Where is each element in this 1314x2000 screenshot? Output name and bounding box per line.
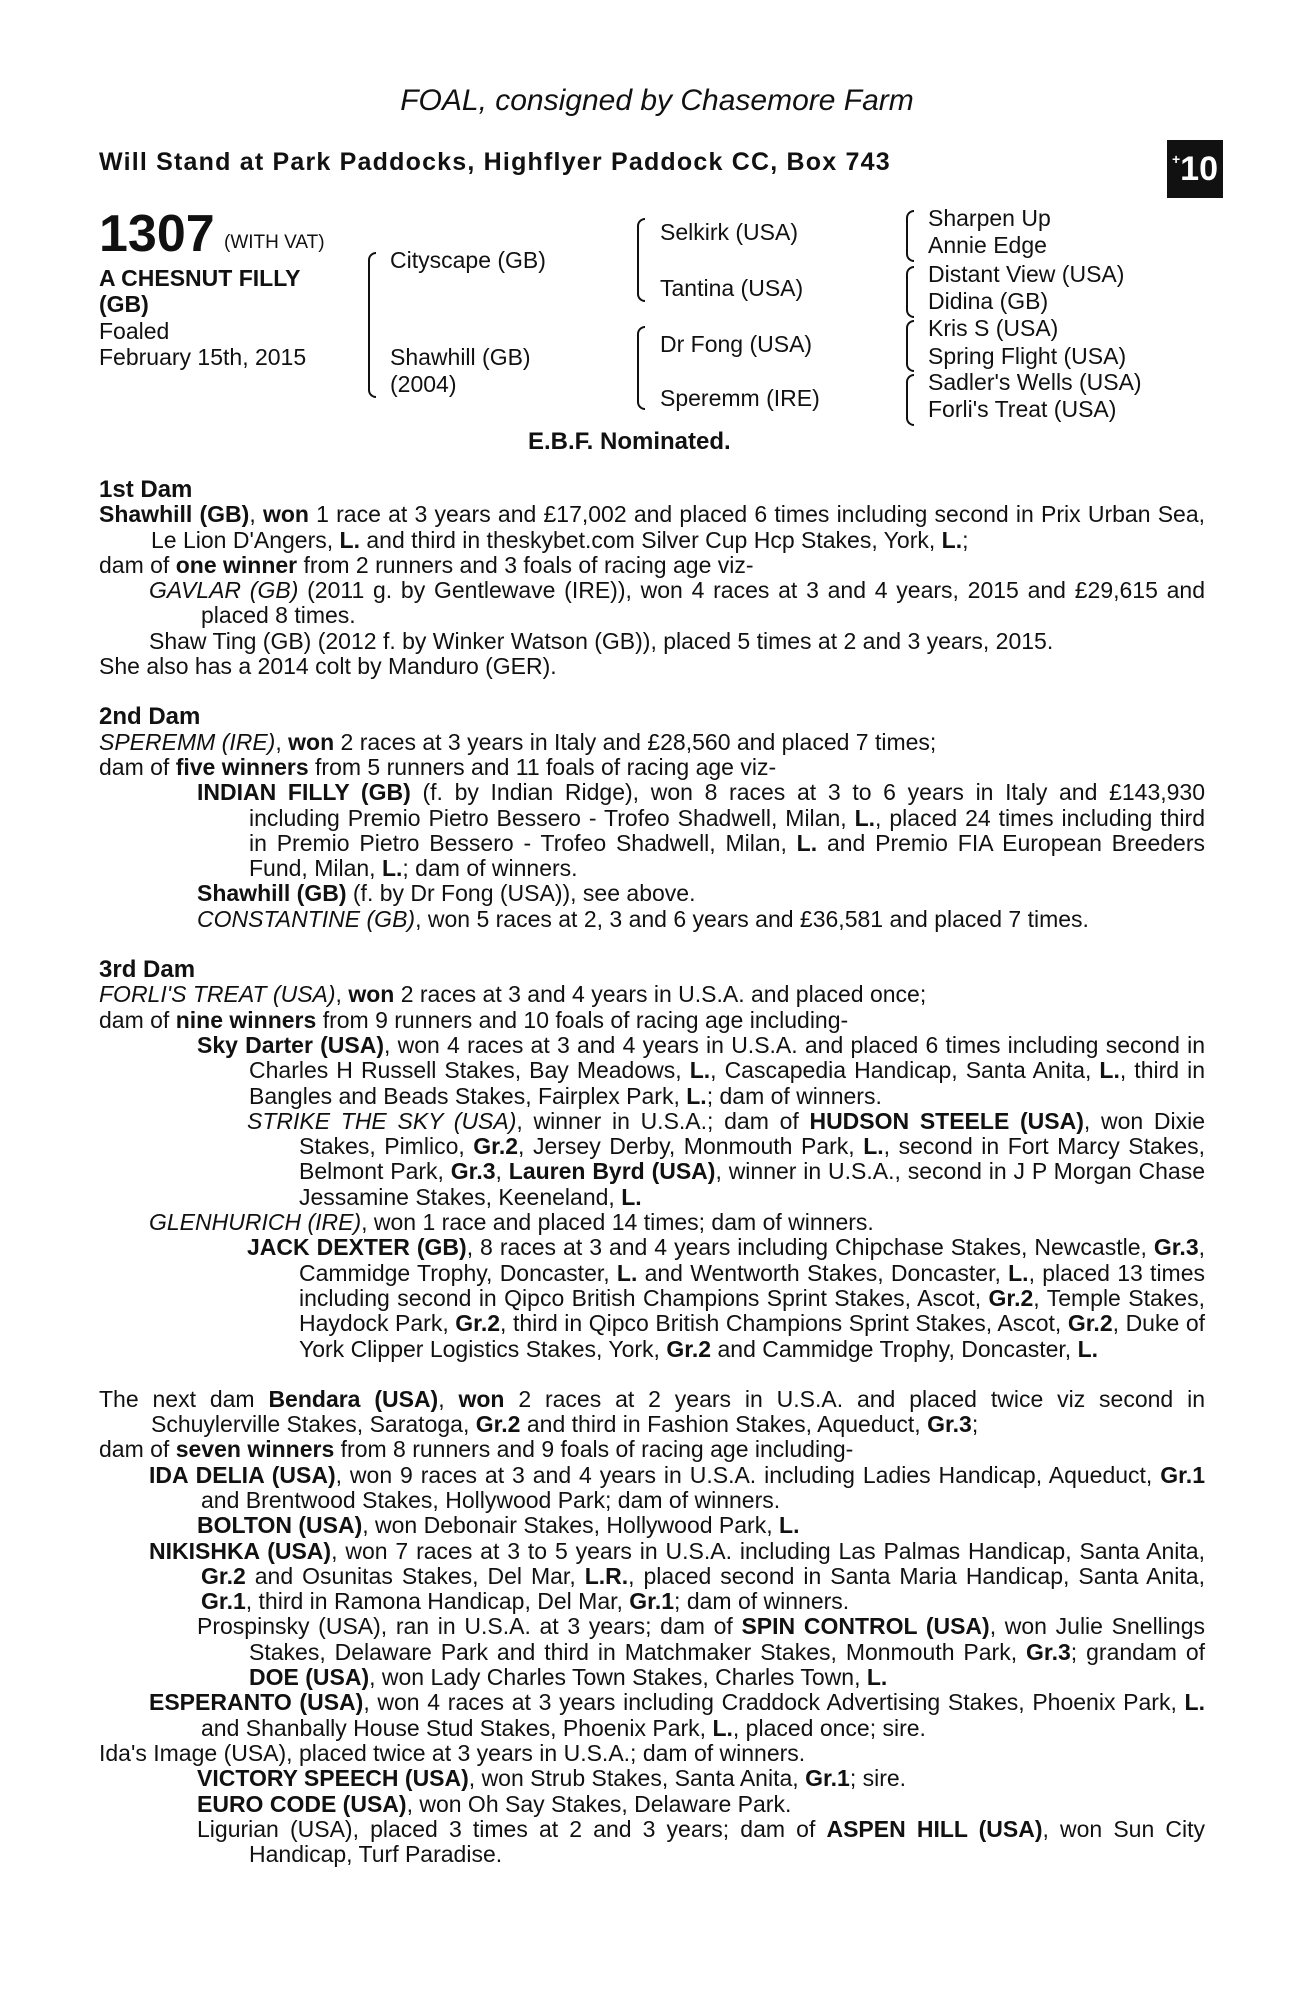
produce-item: BOLTON (USA), won Debonair Stakes, Hollywood Park, L.: [197, 1512, 800, 1539]
plus-icon: +: [1171, 151, 1181, 167]
lot-vat: (WITH VAT): [224, 232, 325, 253]
produce-item: ESPERANTO (USA), won 4 races at 3 years including Craddock Advertising Stakes, Phoenix Park, L. and Shanbally House Stud Stakes, Phoenix Park, L., placed once; sire.: [149, 1689, 1205, 1741]
produce-item: Shaw Ting (GB) (2012 f. by Winker Watson (GB)), placed 5 times at 2 and 3 years, 2015.: [149, 627, 1054, 654]
next-dam-section: [99, 1387, 1205, 1868]
section-title: 1st Dam: [99, 476, 193, 503]
dam-dam: Speremm (IRE): [660, 385, 820, 411]
second-dam-section: [99, 704, 1205, 932]
produce-item: EURO CODE (USA), won Oh Say Stakes, Delaware Park.: [197, 1790, 792, 1817]
dam-record: FORLI'S TREAT (USA), won 2 races at 3 and 4 years in U.S.A. and placed once;: [99, 981, 927, 1008]
grandparent: Spring Flight (USA): [928, 343, 1127, 369]
produce-note: She also has a 2014 colt by Manduro (GER).: [99, 653, 557, 680]
foaled-label: Foaled: [99, 318, 170, 344]
sale-badge-number: 10: [1180, 149, 1218, 188]
sire: Cityscape (GB): [390, 247, 546, 273]
dam-year: (2004): [390, 371, 457, 397]
pedigree-brace: [906, 374, 914, 426]
produce-item: CONSTANTINE (GB), won 5 races at 2, 3 and 6 years and £36,581 and placed 7 times.: [197, 905, 1089, 932]
sale-badge: [1167, 140, 1223, 198]
grandparent: Didina (GB): [928, 288, 1049, 314]
produce-item: STRIKE THE SKY (USA), winner in U.S.A.; dam of HUDSON STEELE (USA), won Dixie Stakes, Pimlico, Gr.2, Jersey Derby, Monmouth Park, L., second in Fort Marcy Stakes, Belmont Park, Gr.3, Lauren Byrd (USA), winner in U.S.A., second in J P Morgan Chase Jessamine Stakes, Keeneland, L.: [247, 1107, 1205, 1210]
stand-location: Will Stand at Park Paddocks, Highflyer Paddock CC, Box 743: [99, 148, 891, 176]
ebf-nominated: E.B.F. Nominated.: [528, 428, 731, 455]
produce-item: Sky Darter (USA), won 4 races at 3 and 4 years in U.S.A. and placed 6 times including second in Charles H Russell Stakes, Bay Meadows, L., Cascapedia Handicap, Santa Anita, L., third in Bangles and Beads Stakes, Fairplex Park, L.; dam of winners.: [197, 1031, 1205, 1109]
produce-item: Shawhill (GB) (f. by Dr Fong (USA)), see above.: [197, 880, 696, 907]
section-title: 3rd Dam: [99, 956, 196, 984]
dam-record: Shawhill (GB), won 1 race at 3 years and £17,002 and placed 6 times including second in Prix Urban Sea, Le Lion D'Angers, L. and third in theskybet.com Silver Cup Hcp Stakes, York, L.;: [99, 501, 1206, 553]
sire-sire: Selkirk (USA): [660, 219, 799, 245]
first-dam-section: [99, 477, 1205, 679]
produce-item: GLENHURICH (IRE), won 1 race and placed 14 times; dam of winners.: [149, 1209, 874, 1236]
grandparent: Annie Edge: [928, 232, 1047, 258]
dam-sire: Dr Fong (USA): [660, 331, 813, 357]
produce-item: Prospinsky (USA), ran in U.S.A. at 3 years; dam of SPIN CONTROL (USA), won Julie Snellings Stakes, Delaware Park and third in Matchmaker Stakes, Monmouth Park, Gr.3; grandam of DOE (USA), won Lady Charles Town Stakes, Charles Town, L.: [197, 1613, 1205, 1691]
grandparent: Kris S (USA): [928, 315, 1059, 341]
grandparent: Forli's Treat (USA): [928, 396, 1117, 422]
dam-produce-summary: dam of nine winners from 9 runners and 10 foals of racing age including-: [99, 1006, 849, 1033]
lot-description: A CHESNUT FILLY: [99, 265, 301, 291]
pedigree-brace: [906, 266, 914, 318]
produce-item: GAVLAR (GB) (2011 g. by Gentlewave (IRE)), won 4 races at 3 and 4 years, 2015 and £29,615 and placed 8 times.: [149, 577, 1205, 629]
dam-record: The next dam Bendara (USA), won 2 races at 2 years in U.S.A. and placed twice viz second in Schuylerville Stakes, Saratoga, Gr.2 and third in Fashion Stakes, Aqueduct, Gr.3;: [99, 1385, 1205, 1438]
grandparent: Distant View (USA): [928, 261, 1125, 287]
dam-produce-summary: dam of one winner from 2 runners and 3 foals of racing age viz-: [99, 551, 754, 578]
dam-produce-summary: dam of five winners from 5 runners and 11 foals of racing age viz-: [99, 753, 777, 780]
page-title: FOAL, consigned by Chasemore Farm: [400, 84, 914, 117]
grandparent: Sharpen Up: [928, 205, 1051, 231]
produce-item: JACK DEXTER (GB), 8 races at 3 and 4 years including Chipchase Stakes, Newcastle, Gr.3, Cammidge Trophy, Doncaster, L. and Wentworth Stakes, Doncaster, L., placed 13 times including second in Qipco British Champions Sprint Stakes, Ascot, Gr.2, Temple Stakes, Haydock Park, Gr.2, third in Qipco British Champions Sprint Stakes, Ascot, Gr.2, Duke of York Clipper Logistics Stakes, York, Gr.2 and Cammidge Trophy, Doncaster, L.: [247, 1234, 1206, 1362]
foaled-date: February 15th, 2015: [99, 344, 307, 370]
produce-item: Ligurian (USA), placed 3 times at 2 and 3 years; dam of ASPEN HILL (USA), won Sun City Handicap, Turf Paradise.: [197, 1815, 1205, 1868]
produce-item: NIKISHKA (USA), won 7 races at 3 to 5 years in U.S.A. including Las Palmas Handicap, Santa Anita, Gr.2 and Osunitas Stakes, Del Mar, L.R., placed second in Santa Maria Handicap, Santa Anita, Gr.1, third in Ramona Handicap, Del Mar, Gr.1; dam of winners.: [149, 1537, 1205, 1615]
pedigree-brace: [906, 210, 914, 262]
produce-item: VICTORY SPEECH (USA), won Strub Stakes, Santa Anita, Gr.1; sire.: [197, 1765, 907, 1792]
third-dam-section: [99, 957, 1205, 1362]
grandparent: Sadler's Wells (USA): [928, 369, 1142, 395]
lot-description-country: (GB): [99, 291, 149, 317]
dam-produce-summary: dam of seven winners from 8 runners and 9 foals of racing age including-: [99, 1436, 854, 1463]
dam-record: SPEREMM (IRE), won 2 races at 3 years in Italy and £28,560 and placed 7 times;: [99, 728, 937, 755]
dam: Shawhill (GB): [390, 344, 531, 370]
pedigree-brace: [906, 320, 914, 372]
produce-item: IDA DELIA (USA), won 9 races at 3 and 4 years in U.S.A. including Ladies Handicap, Aqueduct, Gr.1 and Brentwood Stakes, Hollywood Park; dam of winners.: [149, 1461, 1205, 1513]
section-title: 2nd Dam: [99, 703, 201, 731]
catalogue-body: [99, 477, 1205, 1867]
pedigree-brace: [368, 252, 376, 398]
produce-item: Ida's Image (USA), placed twice at 3 years in U.S.A.; dam of winners.: [99, 1739, 806, 1766]
pedigree-brace: [637, 326, 645, 410]
sire-dam: Tantina (USA): [660, 275, 804, 301]
lot-number: 1307: [99, 205, 215, 263]
pedigree-brace: [637, 218, 645, 302]
produce-item: INDIAN FILLY (GB) (f. by Indian Ridge), won 8 races at 3 to 6 years in Italy and £143,930 including Premio Pietro Bessero - Trofeo Shadwell, Milan, L., placed 24 times including third in Premio Pietro Bessero - Trofeo Shadwell, Milan, L. and Premio FIA European Breeders Fund, Milan, L.; dam of winners.: [197, 779, 1206, 882]
